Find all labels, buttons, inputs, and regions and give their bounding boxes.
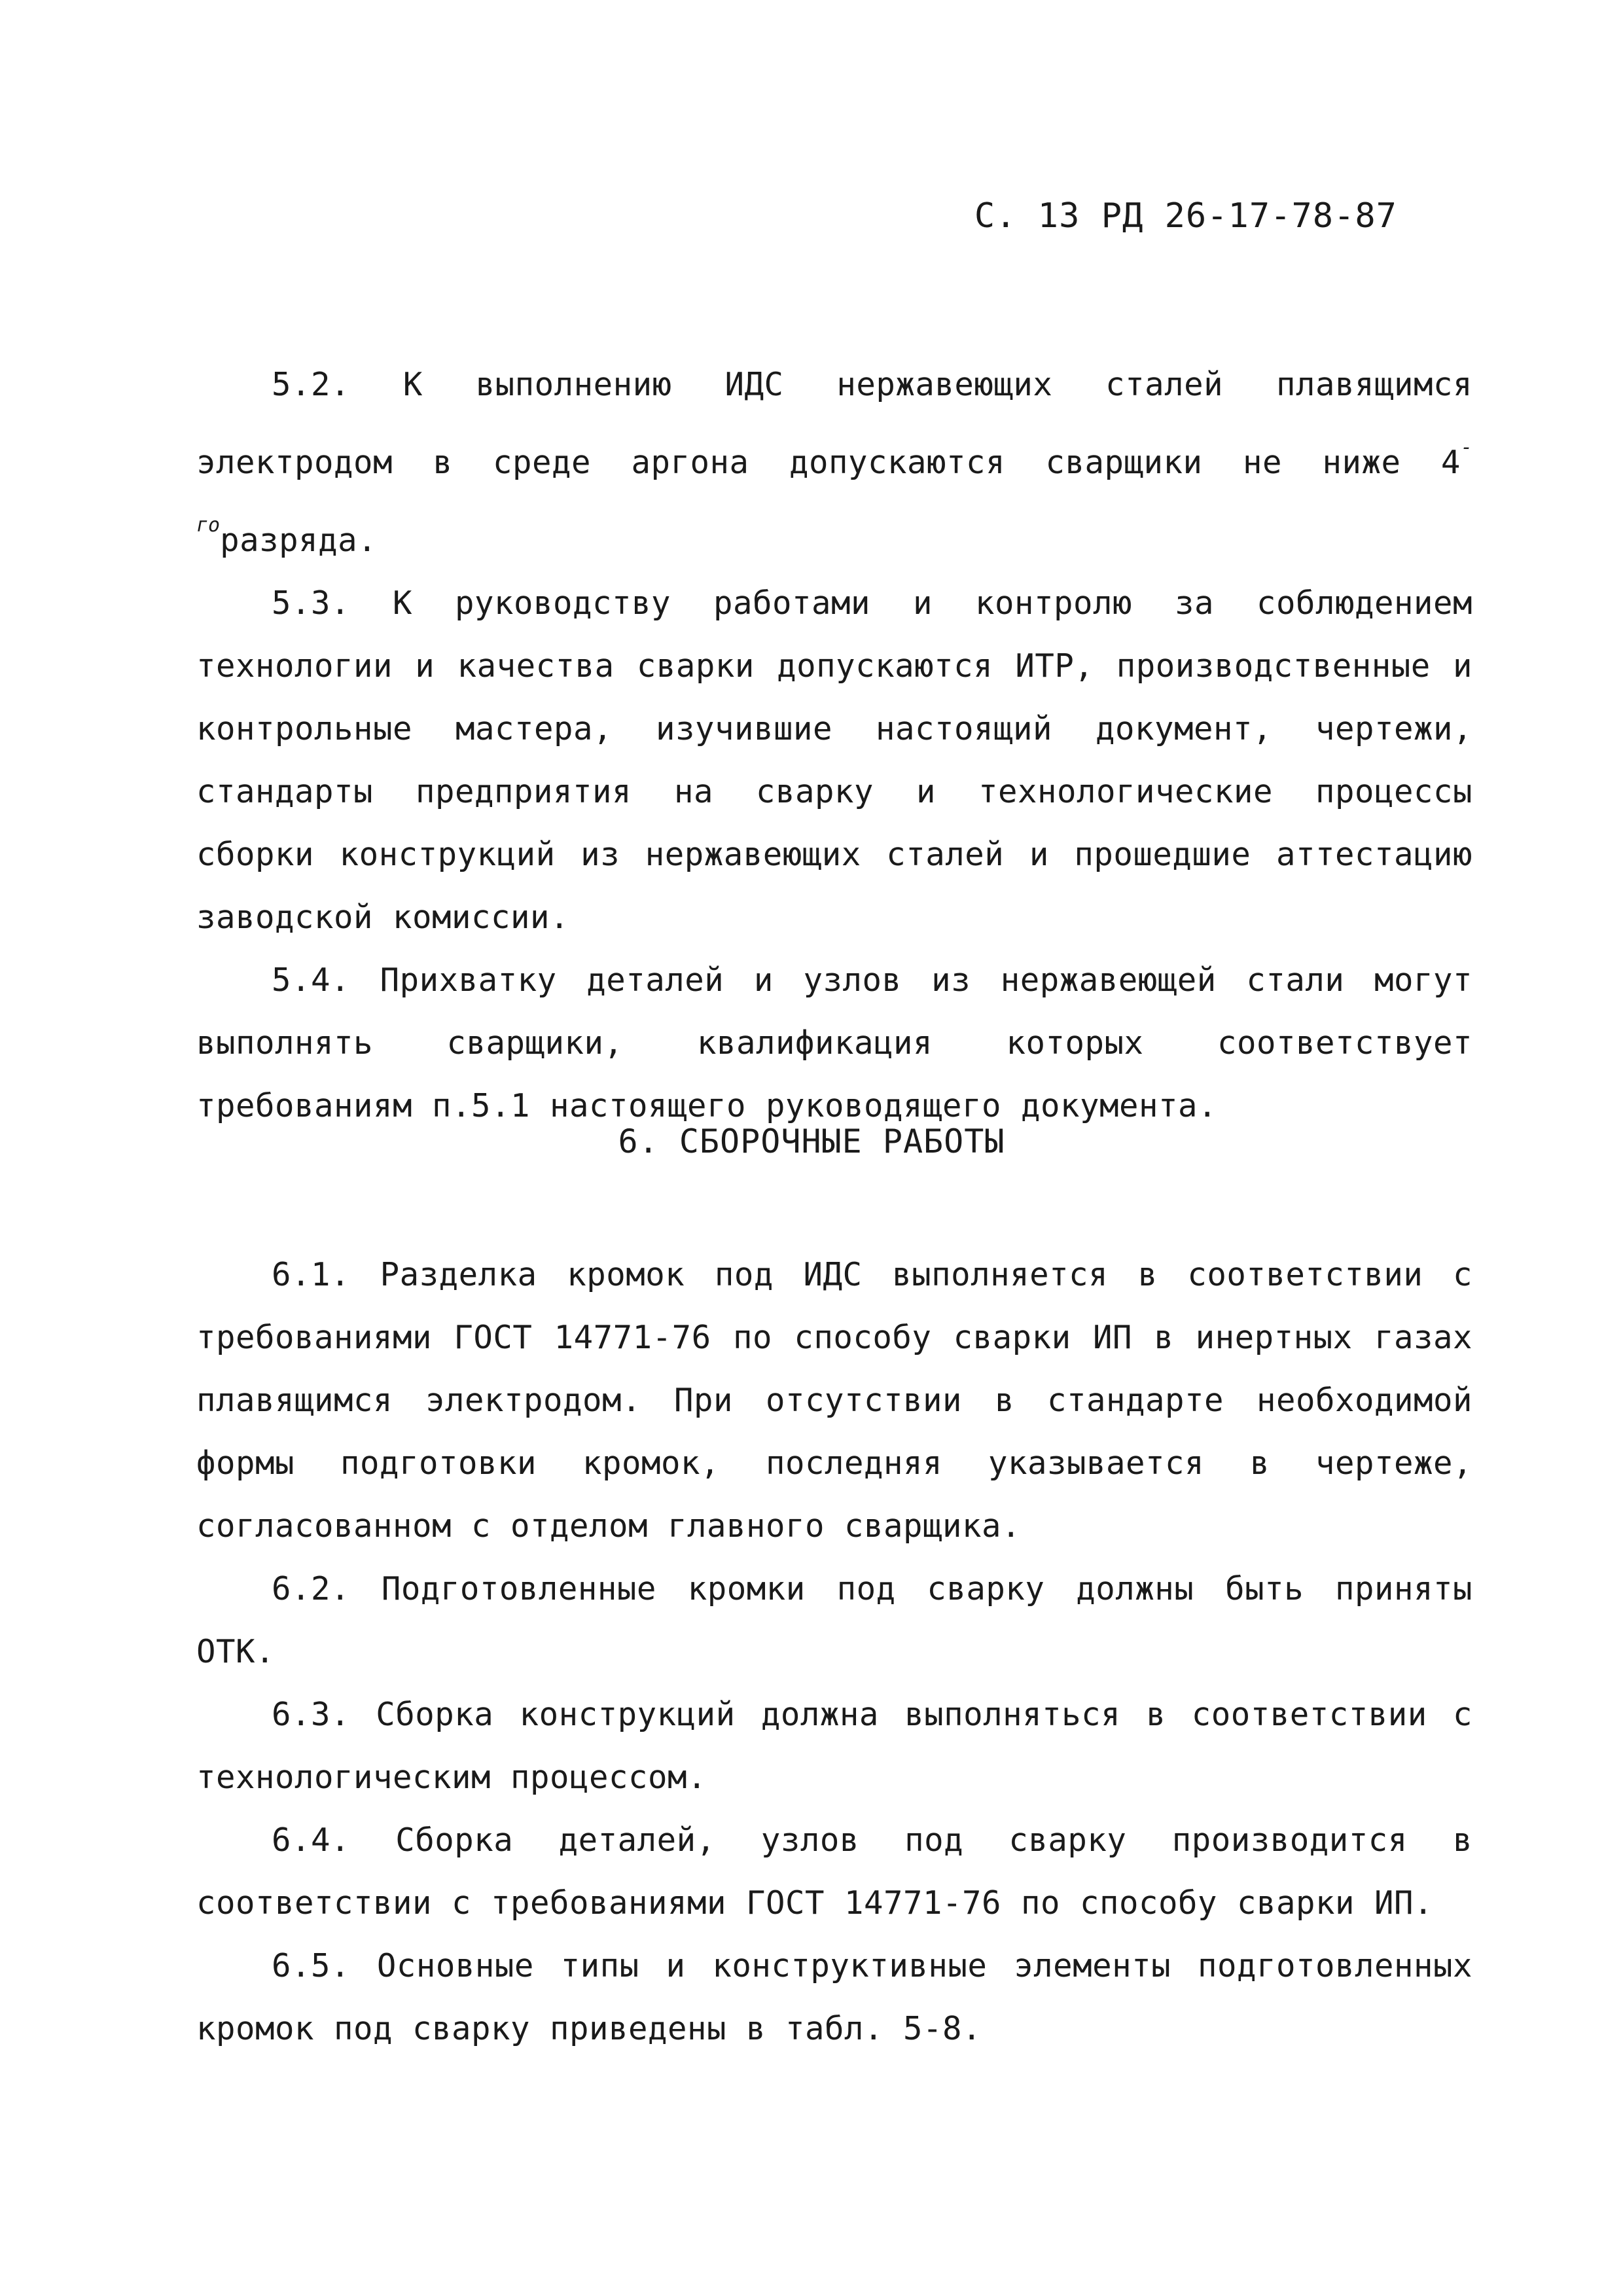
paragraph-6-3: 6.3. Сборка конструкций должна выполняться в соответствии с технологическим процессом. — [196, 1696, 1472, 1796]
paragraph-6-4: 6.4. Сборка деталей, узлов под сварку производится в соответствии с требованиями ГОСТ 14771-76 по способу сварки ИП. — [196, 1821, 1472, 1922]
paragraph-6-5: 6.5. Основные типы и конструктивные элементы подготовленных кромок под сварку приведены в табл. 5-8. — [196, 1947, 1472, 2047]
paragraph-5-3: 5.3. К руководству работами и контролю за соблюдением технологии и качества сварки допускаются ИТР, производственные и контрольные мастера, изучившие настоящий документ, чертежи, стандарты предприятия на сварку и технологические процессы сборки конструкций из нержавеющих сталей и прошедшие аттестацию заводской комиссии. — [196, 584, 1472, 936]
paragraph-5-4: 5.4. Прихватку деталей и узлов из нержавеющей стали могут выполнять сварщики, квалификация которых соответствует требованиям п.5.1 настоящего руководящего документа. — [196, 961, 1472, 1124]
section-5-continuation — [196, 353, 1472, 1138]
paragraph-5-2 — [196, 353, 1472, 572]
section-6 — [196, 1244, 1472, 2060]
paragraph-5-2-tail: разряда. — [220, 522, 378, 559]
page-header-code: С. 13 РД 26-17-78-87 — [974, 196, 1397, 236]
section-6-heading: 6. СБОРОЧНЫЕ РАБОТЫ — [618, 1122, 1005, 1160]
paragraph-6-1: 6.1. Разделка кромок под ИДС выполняется в соответствии с требованиями ГОСТ 14771-76 по способу сварки ИП в инертных газах плавящимся электродом. При отсутствии в стандарте необходимой формы подготовки кромок, последняя указывается в чертеже, согласованном с отделом главного сварщика. — [196, 1256, 1472, 1545]
paragraph-5-2-superscript: -го — [196, 436, 1472, 537]
paragraph-6-2: 6.2. Подготовленные кромки под сварку должны быть приняты ОТК. — [196, 1570, 1472, 1670]
paragraph-5-2-text: 5.2. К выполнению ИДС нержавеющих сталей плавящимся электродом в среде аргона допускаются сварщики не ниже 4 — [196, 366, 1472, 481]
